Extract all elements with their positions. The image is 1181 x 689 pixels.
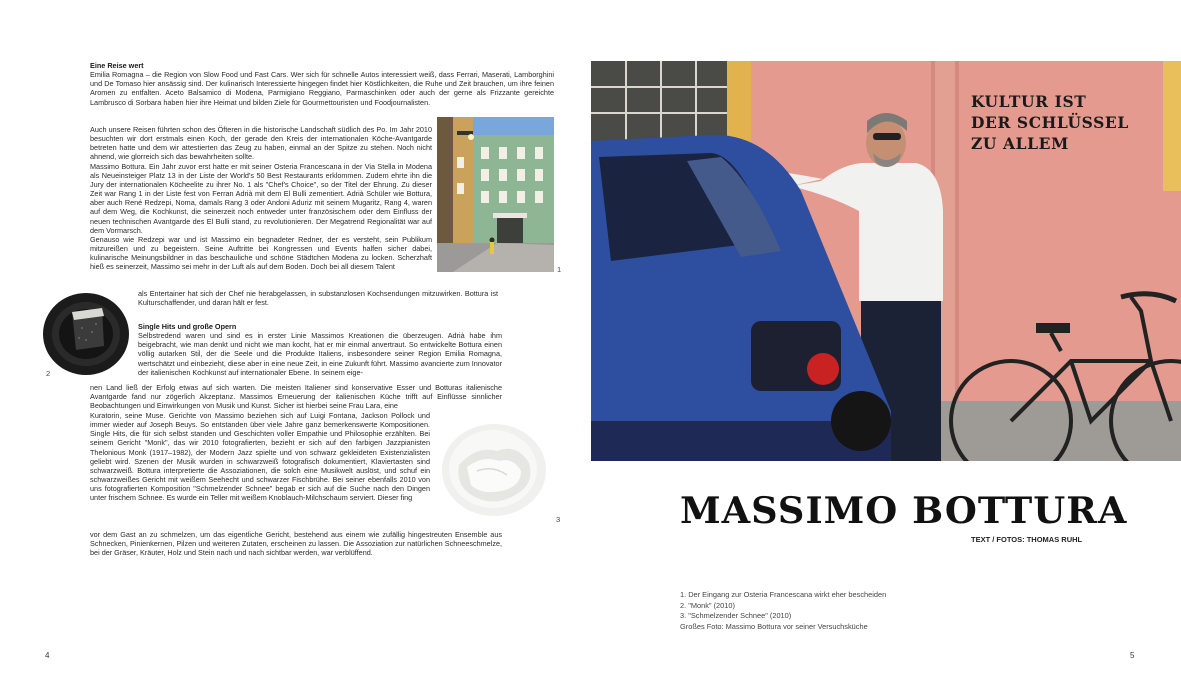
section2-end-block [90, 530, 502, 557]
pull-quote-line-1: KULTUR IST [971, 92, 1087, 111]
photo-number-1: 1 [557, 265, 562, 274]
section2-paragraph-2: nen Land ließ der Erfolg etwas auf sich warten. Die meisten Italiener sind konservative Esser und Botturas italienische Avantgarde fand nur zögerlich Akzeptanz. Massimos Erneuerung der italienischen Küche trifft auf Einflüsse sinnlicher Beobachtungen und Einwirkungen von Musik und Kunst. Sicher ist hierbei seine Frau Lara, eine [90, 383, 502, 411]
monk-dish-photo [42, 292, 130, 376]
snow-dish-photo [437, 415, 554, 523]
section2-paragraph-1: Selbstredend waren und sind es in erster Linie Massimos Kreationen die überzeugen. Adrià habe ihm beigebracht, wie man denkt und nicht wie man kocht, hat er mir einmal anvertraut. So entwickelte Bottura einen völlig autarken Stil, der die Seele und die Produkte Italiens, insbesondere seiner Region Emilia Romagna, wertschätzt und einbezieht, diese aber in eine neue Zeit, in eine Zukunft führt. Massimo avancierte zum Innovator der italienischen Kochkunst auf internationaler Ebene. In seinem eige- [138, 331, 502, 377]
photo-number-3: 3 [556, 515, 561, 524]
caption-2: 2. "Monk" (2010) [680, 600, 735, 610]
page-number-right: 5 [1130, 651, 1135, 660]
section2-narrow-block [90, 411, 430, 503]
photo-captions [680, 590, 886, 632]
section1-indent-block [138, 289, 498, 307]
caption-1: 1. Der Eingang zur Osteria Francescana wirkt eher bescheiden [680, 590, 887, 599]
pull-quote-line-2: DER SCHLÜSSEL [971, 113, 1129, 132]
section2-paragraph-3: Kuratorin, seine Muse. Gerichte von Massimo beziehen sich auf Luigi Fontana, Jackson Pollock und immer wieder auf Joseph Beuys. So entstanden über viele Jahre ganz bemerkenswerte Kompositionen. Single Hits, die für sich selbst standen und Geschichten voller Empathie und Philosophie erzählten. Bei seinem Gericht "Monk", das wir 2010 fotografierten, bezieht er sich auf den farbigen Jazzpianisten Thelonious Monk (1917–1982), der Modern Jazz spielte und von schwarz gekleideten Existenzialisten geliebt wird. Szenen der Musik wurden in schwarzweiß fotografisch dokumentiert, Klaviertasten sind schwarzweiß. Bottura interpretierte die Assoziationen, die solch eine Musikwelt auslöst, und schuf ein schwarzweißes Gericht mit weißem Seehecht und schwarzer Fischbrühe. Bei seiner ebenfalls 2010 von uns fotografierten Komposition "Schmelzender Schnee" begab er sich auf die Suche nach den Dingen unter frischem Schnee. Es wurde ein Teller mit weißem Knoblauch-Milchschaum serviert. Dieser fing [90, 411, 430, 503]
section2-heading: Single Hits und große Opern [138, 322, 237, 331]
section2-full-block [90, 383, 502, 410]
section1-intro: Emilia Romagna – die Region von Slow Food und Fast Cars. Wer sich für schnelle Autos interessiert weiß, dass Ferrari, Maserati, Lamborghini und De Tomaso hier ansässig sind. Der kulinarisch Interessierte hingegen findet hier Köstlichkeiten, die Ruhe und Zeit brauchen, um ihre feinen Aromen zu entfalten. Aceto Balsamico di Modena, Parmigiano Reggiano, Parmaschinken oder auch der gerne als Frizzante gereichte Lambrusco di Sorbara haben hier ihre Heimat und bilden Ziele für Gourmettouristen und Foodjournalisten. [90, 70, 554, 107]
section2-paragraph-4: vor dem Gast an zu schmelzen, um das eigentliche Gericht, bestehend aus einem wie zufällig hingestreuten Ensemble aus Schnecken, Pinienkernen, Pilzen und weiteren Zutaten, erscheinen zu lassen. Die Assoziation zur natürlichen Schneeschmelze, bei der Gräser, Kräuter, Holz und Stein nach und nach sichtbar werden, war verblüffend. [90, 530, 502, 558]
author-credit: TEXT / FOTOS: THOMAS RUHL [971, 535, 1083, 544]
section1-paragraph-1: Auch unsere Reisen führten schon des Öfteren in die historische Landschaft südlich des Po. Im Jahr 2010 besuchten wir dort erstmals einen Koch, der gerade den Kreis der internationalen Köche-Avantgarde betreten hatte und dem wir attestierten das Zeug zu haben, einmal an der Spitze zu stehen. Noch nicht ahnend, wie glorreich sich das bewahrheiten sollte. [90, 125, 432, 162]
street-photo [437, 117, 554, 272]
section2-indent-block [138, 322, 502, 377]
section1-intro-block [90, 61, 554, 107]
article-title: MASSIMO BOTTURA [680, 490, 1128, 532]
caption-3: 3. "Schmelzender Schnee" (2010) [680, 611, 792, 620]
pull-quote-line-3: ZU ALLEM [971, 134, 1069, 153]
section1-heading: Eine Reise wert [90, 61, 144, 70]
page-number-left: 4 [45, 651, 50, 660]
section1-paragraph-4: als Entertainer hat sich der Chef nie herabgelassen, in substanzlosen Kochsendungen mitzuwirken. Bottura ist Kulturschaffender, und daran hält er fest. [138, 289, 498, 308]
pull-quote [971, 91, 1129, 154]
photo-number-2: 2 [46, 369, 51, 378]
section1-paragraph-2: Massimo Bottura. Ein Jahr zuvor erst hatte er mit seiner Osteria Francescana in der Via Stella in Modena als Neueinsteiger Platz 13 in der Liste der World's 50 Best Restaurants erklommen. Zudem ehrte ihn die Jury der internationalen Köcheelite zu ihrer No. 1 als "Chef's Choice", so der Titel der Ehrung. Zu dieser Zeit war Rang 1 in der Liste fest von Ferran Adrià mit dem El Bulli zementiert. Adrià Schüler wie Bottura, aber auch René Redzepi, Noma, damals Rang 3 oder Andoni Aduriz mit seinem Mugaritz, Rang 4, waren auf dem Weg, die Kochkunst, die seinerzeit noch entweder unter französischem oder dem Einfluss der neuen technischen Avantgarde des El Bulli stand, zu revolutionieren. Der Megatrend Regionalität war auf dem Vormarsch. [90, 161, 432, 235]
section1-narrow-block [90, 125, 432, 272]
caption-4: Großes Foto: Massimo Bottura vor seiner Versuchsküche [680, 621, 868, 631]
section1-paragraph-3: Genauso wie Redzepi war und ist Massimo ein begnadeter Redner, der es versteht, sein Publikum mitzureißen und zu begeistern. Seine Auftritte bei Kongressen und Events halfen sicher dabei, kulinarische Meinungsbildner in das beschauliche und schöne Städtchen Modena zu locken. Scherzhaft hieß es seinerzeit, Massimo sei mehr in der Luft als auf dem Boden. Doch bei all diesem Talent [90, 234, 432, 272]
